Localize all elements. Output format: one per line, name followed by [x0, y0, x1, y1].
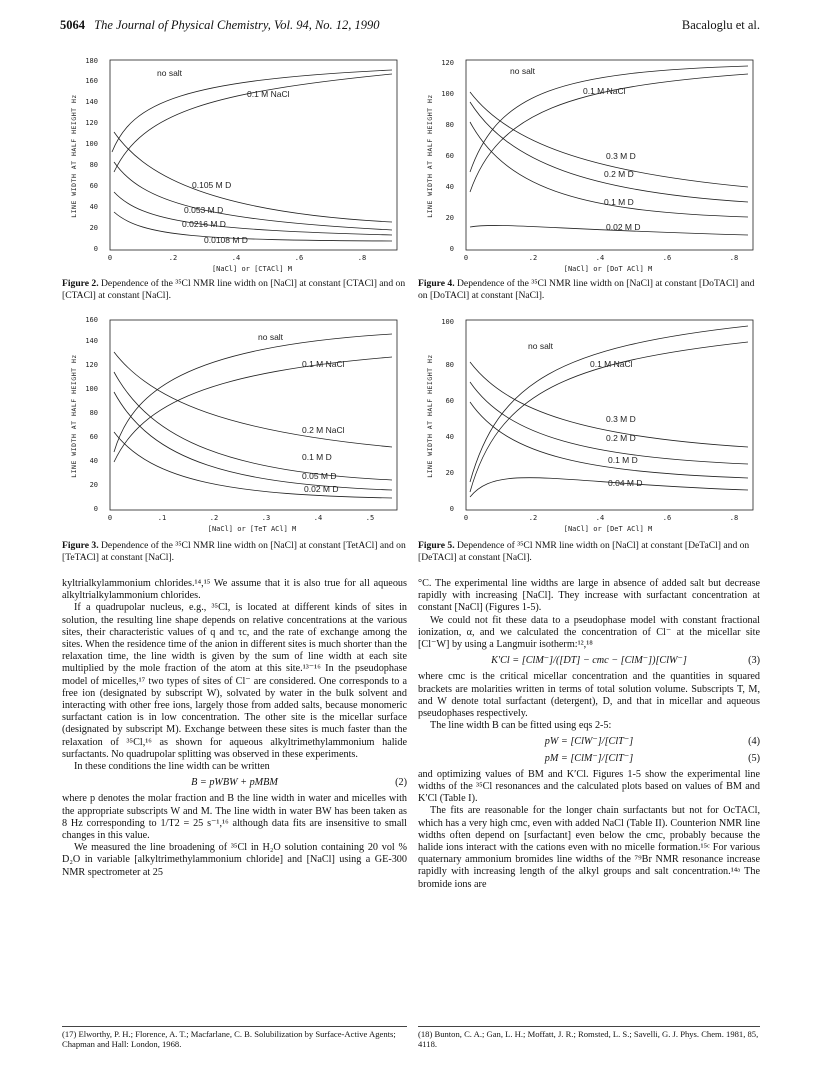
- svg-text:.4: .4: [595, 514, 605, 522]
- running-authors: Bacaloglu et al.: [681, 18, 760, 32]
- svg-text:80: 80: [89, 409, 98, 417]
- svg-text:120: 120: [85, 119, 98, 127]
- svg-text:.8: .8: [357, 254, 367, 262]
- svg-text:.6: .6: [662, 514, 672, 522]
- figure-2-label-0-0216: 0.0216 M D: [182, 219, 226, 229]
- figure-2-label-0-1-nacl: 0.1 M NaCl: [247, 89, 290, 99]
- svg-text:20: 20: [445, 469, 454, 477]
- svg-text:120: 120: [441, 59, 454, 67]
- figure-2-label-no-salt: no salt: [157, 68, 183, 78]
- figure-2-plot: [62, 52, 407, 277]
- page-number: 5064: [60, 18, 85, 32]
- svg-text:.4: .4: [313, 514, 323, 522]
- svg-text:40: 40: [445, 433, 454, 441]
- figure-4-yticks: [441, 59, 454, 253]
- figure-3-label-0-1-d: 0.1 M D: [302, 452, 332, 462]
- figure-3-xticks: [108, 514, 374, 522]
- figure-5-label-0-2: 0.2 M D: [606, 433, 636, 443]
- figure-3-label-0-02-d: 0.02 M D: [304, 484, 339, 494]
- figure-4-xlabel: [NaCl] or [DoT ACl] M: [563, 265, 653, 273]
- figure-3-plot: [62, 312, 407, 537]
- svg-text:.6: .6: [294, 254, 304, 262]
- left-paragraph-1: kyltrialkylammonium chlorides.¹⁴,¹⁵ We assume that it is also true for all aqueous alkyltrialkylammonium chlorides.: [62, 578, 407, 602]
- figure-4-plot: [418, 52, 758, 277]
- figure-4-xticks: [464, 254, 738, 262]
- left-paragraph-4: where p denotes the molar fraction and B the line width in water and micelles with the appropriate subscripts W and M. The line width in water BW has been taken as 8 Hz corresponding to 1/T2 = 25 s⁻¹,¹⁶ although data fits are insensitive to small changes in this value.: [62, 793, 407, 842]
- svg-text:0: 0: [93, 245, 98, 253]
- svg-text:0: 0: [107, 254, 113, 262]
- left-paragraph-3: In these conditions the line width can be written: [74, 761, 270, 773]
- figure-5-label-no-salt: no salt: [528, 341, 554, 351]
- figure-2-label-0-0108: 0.0108 M D: [204, 235, 248, 245]
- svg-text:40: 40: [445, 183, 454, 191]
- svg-text:0: 0: [107, 514, 113, 522]
- figure-2-xticks: [108, 254, 366, 262]
- right-paragraph-3: where cmc is the critical micellar concentration and the quantities in squared brackets are molarities written in terms of total solution volume. Subscripts T, M, and W denote total surfactant (detergent), D, and that in micellar and aqueous pseudophases respectively.: [418, 671, 760, 720]
- svg-text:80: 80: [89, 161, 98, 169]
- svg-text:40: 40: [89, 457, 98, 465]
- figure-5-ylabel: LINE WIDTH AT HALF HEIGHT Hz: [426, 354, 434, 478]
- figure-4-label-0-3: 0.3 M D: [606, 151, 636, 161]
- right-paragraph-2: We could not fit these data to a pseudophase model with constant fractional ionization, α, and we calculated the concentration of Cl⁻ at the micellar site [Cl⁻W] by using a Langmuir isotherm:¹²,¹⁸: [418, 614, 760, 651]
- svg-text:.2: .2: [528, 254, 538, 262]
- svg-text:.8: .8: [729, 514, 739, 522]
- svg-text:.4: .4: [595, 254, 605, 262]
- svg-text:0: 0: [449, 245, 454, 253]
- svg-text:.2: .2: [528, 514, 538, 522]
- svg-text:.2: .2: [168, 254, 178, 262]
- svg-text:0: 0: [93, 505, 98, 513]
- svg-text:100: 100: [441, 90, 454, 98]
- figure-2-label-0-105: 0.105 M D: [192, 180, 232, 190]
- figure-3-ylabel: LINE WIDTH AT HALF HEIGHT Hz: [70, 354, 78, 478]
- figure-4-label-0-02: 0.02 M D: [606, 222, 641, 232]
- page-header: [60, 18, 760, 38]
- svg-text:0: 0: [463, 514, 469, 522]
- figure-4-label-0-1-nacl: 0.1 M NaCl: [583, 86, 626, 96]
- figure-5-label-0-3: 0.3 M D: [606, 414, 636, 424]
- figure-5-plot: [418, 312, 758, 537]
- right-paragraph-1: °C. The experimental line widths are large in absence of added salt but decrease rapidly with increasing [NaCl]. They increase with surfactant concentration at constant [NaCl] (Figures 1-5).: [418, 578, 760, 614]
- figure-3-caption: Figure 3. Dependence of the ³⁵Cl NMR line width on [NaCl] at constant [TetACl] and on [TeTACl] at constant [NaCl].: [62, 540, 406, 563]
- right-paragraph-4: The line width B can be fitted using eqs 2-5:: [430, 720, 612, 732]
- svg-text:60: 60: [89, 182, 98, 190]
- svg-text:0: 0: [463, 254, 469, 262]
- figure-3-label-no-salt: no salt: [258, 332, 284, 342]
- left-paragraph-2: If a quadrupolar nucleus, e.g., ³⁵Cl, is located at different kinds of sites in solution, the resulting line shape depends on relative concentrations at the various sites, their characteristic values of q and τc, and the rate of exchange among the sites. When the residence time of the anion in different sites is much shorter than the relaxation time, the line width is given by the sum of line width at each site multiplied by the mole fraction of the atom at this site.¹³⁻¹⁶ In the pseudophase model of micelles,¹⁷ two types of sites of Cl⁻ are considered. One corresponds to a free ion (designated by subscript W), solvated by water in the bulk solvent and interacting with other free ions, largely those from added salts, because monomeric surfactant cation is in low concentration. The other site is the micellar surface (designated by subscript M). Exchange between these sites is much faster than the relaxation of ³⁵Cl,¹⁶ as shown for aqueous alkyltrimethylammonium halide surfactants. No quadrupolar splitting was observed in these experiments.: [62, 602, 407, 760]
- figure-4-label-0-2: 0.2 M D: [604, 169, 634, 179]
- svg-text:140: 140: [85, 337, 98, 345]
- equation-4: pW = [ClW⁻]/[ClT⁻] (4): [544, 736, 760, 748]
- svg-text:20: 20: [89, 224, 98, 232]
- figure-5-yticks: [441, 318, 454, 513]
- svg-text:180: 180: [85, 57, 98, 65]
- equation-3: K′Cl = [ClM⁻]/([DT] − cmc − [ClM⁻])[ClW⁻] (3): [491, 655, 760, 667]
- svg-text:.8: .8: [729, 254, 739, 262]
- svg-text:60: 60: [445, 152, 454, 160]
- figure-2-label-0-053: 0.053 M D: [184, 205, 224, 215]
- right-paragraph-5: and optimizing values of BM and K′Cl. Figures 1-5 show the experimental line widths of the ³⁵Cl resonances and the calculated plots based on values of BM and K′Cl (Table I).: [418, 768, 760, 805]
- figure-3-xlabel: [NaCl] or [TeT ACl] M: [207, 525, 297, 533]
- journal-title: The Journal of Physical Chemistry, Vol. 94, No. 12, 1990: [94, 18, 380, 32]
- svg-text:80: 80: [445, 361, 454, 369]
- svg-text:120: 120: [85, 361, 98, 369]
- figure-2-ylabel: LINE WIDTH AT HALF HEIGHT Hz: [70, 94, 78, 218]
- svg-text:160: 160: [85, 316, 98, 324]
- svg-text:80: 80: [445, 121, 454, 129]
- footnote-17: (17) Elworthy, P. H.; Florence, A. T.; Macfarlane, C. B. Solubilization by Surface-Active Agents; Chapman and Hall: London, 1968.: [62, 1026, 407, 1049]
- svg-text:20: 20: [89, 481, 98, 489]
- figure-5-xlabel: [NaCl] or [DeT ACl] M: [563, 525, 653, 533]
- figure-5-label-0-1-nacl: 0.1 M NaCl: [590, 359, 633, 369]
- svg-text:60: 60: [89, 433, 98, 441]
- svg-text:100: 100: [441, 318, 454, 326]
- svg-text:60: 60: [445, 397, 454, 405]
- svg-text:.5: .5: [365, 514, 375, 522]
- figure-4-caption: Figure 4. Dependence of the ³⁵Cl NMR line width on [NaCl] at constant [DoTACl] and on [DoTACl] at constant [NaCl].: [418, 278, 755, 301]
- right-paragraph-6: The fits are reasonable for the longer chain surfactants but not for OcTACl, which has a very high cmc, even with added NaCl (Table II). Counterion NMR line widths often depend on [surfactant] even below the cmc, probably because the halide ions interact with the cations even with no micelle formation.¹⁵ᶜ For various quaternary ammonium bromides line widths of the ⁷⁹Br NMR resonance increase rapidly with increasing length of the alkyl groups and salt concentration.¹⁴ᵃ The bromide ions are: [418, 805, 760, 890]
- svg-text:0: 0: [449, 505, 454, 513]
- footnote-18: (18) Bunton, C. A.; Gan, L. H.; Moffatt, J. R.; Romsted, L. S.; Savelli, G. J. Phys. Chem. 1981, 85, 4118.: [418, 1026, 760, 1049]
- figure-3-label-0-05-d: 0.05 M D: [302, 471, 337, 481]
- figure-5-label-0-1: 0.1 M D: [608, 455, 638, 465]
- figure-4-ylabel: LINE WIDTH AT HALF HEIGHT Hz: [426, 94, 434, 218]
- svg-text:.2: .2: [209, 514, 219, 522]
- equation-2: B = pWBW + pMBM (2): [191, 777, 407, 789]
- figure-2-caption: Figure 2. Dependence of the ³⁵Cl NMR line width on [NaCl] at constant [CTACl] and on [CTACl] at constant [NaCl].: [62, 278, 406, 301]
- figure-5-label-0-04: 0.04 M D: [608, 478, 643, 488]
- svg-text:140: 140: [85, 98, 98, 106]
- svg-text:20: 20: [445, 214, 454, 222]
- left-paragraph-5: We measured the line broadening of ³⁵Cl in H₂O solution containing 20 vol % D₂O in variable [alkyltrimethylammonium chloride] and [NaCl] using a GE-300 NMR spectrometer at 25: [62, 842, 407, 878]
- equation-5: pM = [ClM⁻]/[ClT⁻] (5): [544, 752, 760, 764]
- svg-text:.3: .3: [261, 514, 271, 522]
- figure-5-caption: Figure 5. Dependence of ³⁵Cl NMR line width on [NaCl] at constant [DeTaCl] and on [DeTACl] at constant [NaCl].: [418, 540, 750, 563]
- left-column: [62, 578, 407, 879]
- svg-text:.4: .4: [231, 254, 241, 262]
- svg-text:100: 100: [85, 140, 98, 148]
- figure-3-yticks: [85, 316, 98, 513]
- figure-3-label-0-1-nacl: 0.1 M NaCl: [302, 359, 345, 369]
- figure-4-label-0-1: 0.1 M D: [604, 197, 634, 207]
- svg-text:40: 40: [89, 203, 98, 211]
- svg-text:160: 160: [85, 77, 98, 85]
- svg-text:100: 100: [85, 385, 98, 393]
- svg-text:.1: .1: [157, 514, 167, 522]
- svg-text:.6: .6: [662, 254, 672, 262]
- figure-4-label-no-salt: no salt: [510, 66, 536, 76]
- figure-3-label-0-2-nacl: 0.2 M NaCl: [302, 425, 345, 435]
- figure-2-xlabel: [NaCl] or [CTACl] M: [211, 265, 293, 273]
- figure-2-yticks: [85, 57, 98, 253]
- figure-5-xticks: [464, 514, 738, 522]
- right-column: [418, 578, 760, 891]
